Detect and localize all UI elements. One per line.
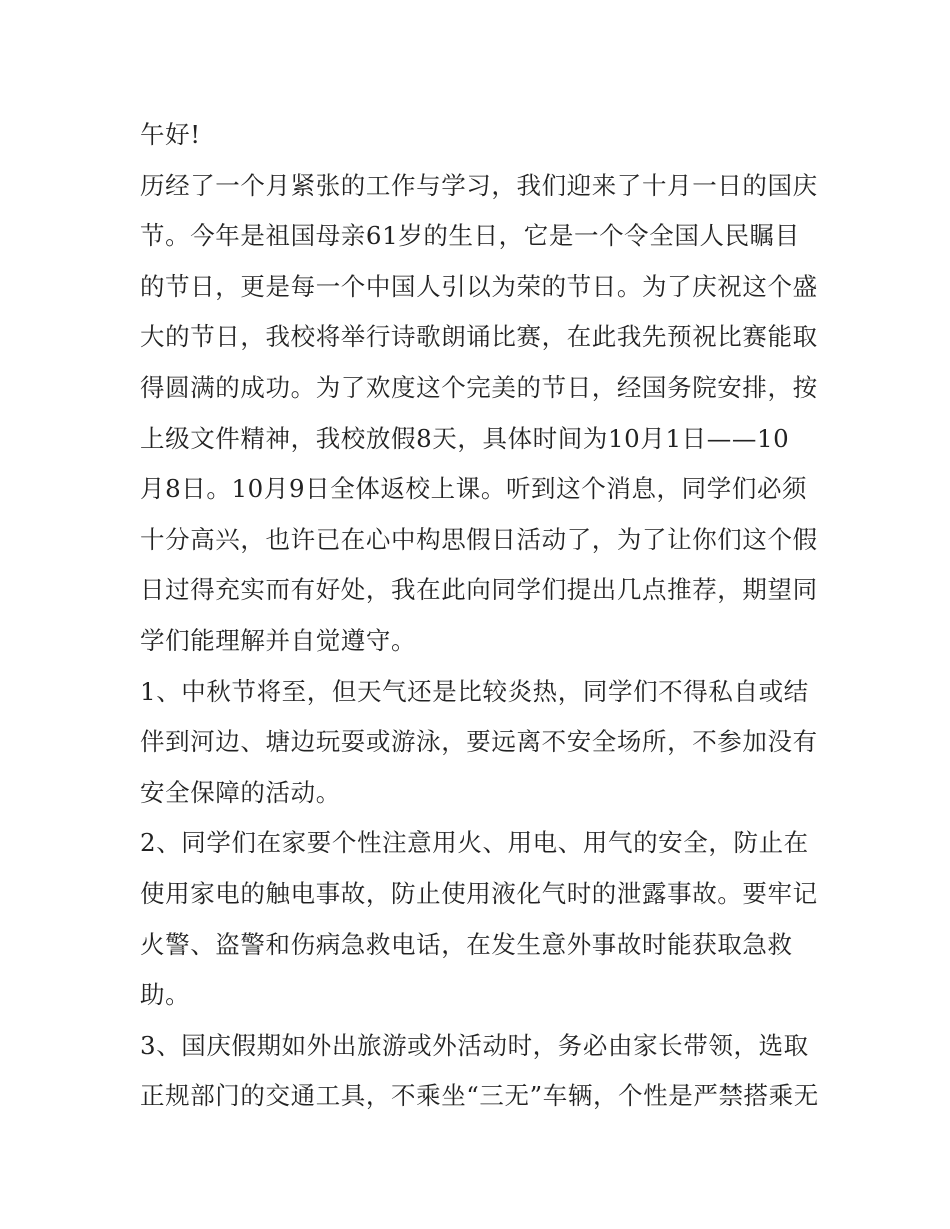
text-line: 月8日。10月9日全体返校上课。听到这个消息，同学们必须 [140,474,808,504]
text-line: 伴到河边、塘边玩耍或游泳，要远离不安全场所，不参加没有 [140,727,818,757]
text-line: 的节日，更是每一个中国人引以为荣的节日。为了庆祝这个盛 [140,271,818,301]
text-line: 上级文件精神，我校放假8天，具体时间为10月1日——10 [140,423,790,453]
text-line: 正规部门的交通工具，不乘坐“三无”车辆，个性是严禁搭乘无 [140,1081,819,1111]
text-line: 得圆满的成功。为了欢度这个完美的节日，经国务院安排，按 [140,372,818,402]
text-line: 安全保障的活动。 [140,777,341,807]
text-line: 2、同学们在家要个性注意用火、用电、用气的安全，防止在 [140,828,809,858]
text-line: 午好! [140,120,201,149]
text-line: 历经了一个月紧张的工作与学习，我们迎来了十月一日的国庆 [140,170,818,200]
text-line: 节。今年是祖国母亲61岁的生日，它是一个令全国人民瞩目 [140,221,800,251]
text-line: 学们能理解并自觉遵守。 [140,625,417,655]
text-line: 3、国庆假期如外出旅游或外活动时，务必由家长带领，选取 [140,1030,809,1060]
text-line: 大的节日，我校将举行诗歌朗诵比赛，在此我先预祝比赛能取 [140,322,818,352]
text-line: 日过得充实而有好处，我在此向同学们提出几点推荐，期望同 [140,575,818,605]
text-line: 使用家电的触电事故，防止使用液化气时的泄露事故。要牢记 [140,878,818,908]
text-line: 火警、盗警和伤病急救电话，在发生意外事故时能获取急救 [140,929,793,959]
text-line: 十分高兴，也许已在心中构思假日活动了，为了让你们这个假 [140,524,818,554]
document-body [140,110,820,1122]
text-line: 助。 [140,980,191,1010]
text-line: 1、中秋节将至，但天气还是比较炎热，同学们不得私自或结 [140,676,809,706]
